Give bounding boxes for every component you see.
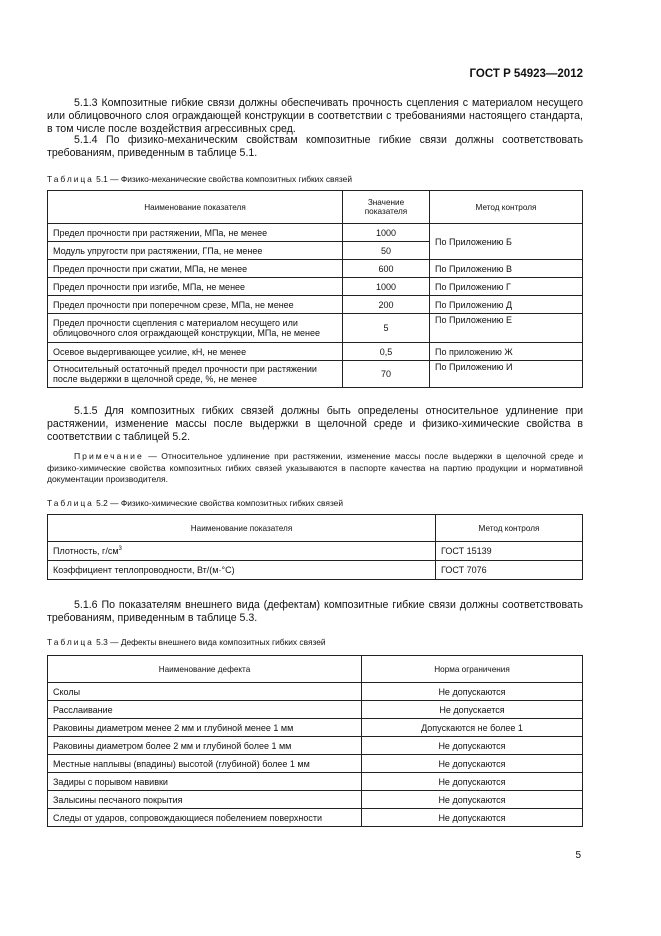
table-cell: 1000 <box>343 278 430 296</box>
note-text: — Относительное удлинение при растяжении, изменение массы после выдержки в щелочной среде и физико-химические свойства композитных гибких связей указываются в паспорте качества на партию продукции и нормативной документации производителя. <box>47 451 583 484</box>
table-cell: Осевое выдергивающее усилие, кН, не менее <box>48 343 343 361</box>
table-caption-label: Таблица <box>47 174 94 184</box>
table-caption-text: 5.1 — Физико-механические свойства композитных гибких связей <box>93 174 353 184</box>
table-cell: Местные наплывы (впадины) высотой (глубиной) более 1 мм <box>48 755 362 773</box>
table-cell: Предел прочности сцепления с материалом несущего или облицовочного слоя ограждающей конструкции, МПа, не менее <box>48 314 343 343</box>
table-cell: По Приложению В <box>430 260 583 278</box>
table-caption-label: Таблица <box>47 637 94 647</box>
table-row <box>48 542 583 561</box>
table-row <box>48 224 583 242</box>
table-cell: Не допускаются <box>362 791 583 809</box>
table-cell: Расслаивание <box>48 701 362 719</box>
table-caption-text: 5.2 — Физико-химические свойства композитных гибких связей <box>93 498 344 508</box>
table-5-3-caption <box>47 637 326 647</box>
table-cell: Модуль упругости при растяжении, ГПа, не менее <box>48 242 343 260</box>
table-5-1 <box>47 190 583 388</box>
table-cell: Не допускаются <box>362 809 583 827</box>
table-cell: По Приложению Е <box>430 314 583 343</box>
table-row <box>48 683 583 701</box>
table-caption-text: 5.3 — Дефекты внешнего вида композитных гибких связей <box>93 637 326 647</box>
note-label: Примечание <box>74 451 144 461</box>
paragraph-5-1-5-text: 5.1.5 Для композитных гибких связей должны быть определены относительное удлинение при растяжении, изменение массы после выдержки в щелочной среде и физико-химические свойства в соответствии с таблицей 5.2. <box>47 405 583 443</box>
paragraph-5-1-4 <box>47 134 583 160</box>
table-row <box>48 296 583 314</box>
table-header-row <box>48 515 583 542</box>
table-cell: По Приложению Г <box>430 278 583 296</box>
table-cell: 0,5 <box>343 343 430 361</box>
column-header: Наименование показателя <box>48 515 436 542</box>
table-cell: 1000 <box>343 224 430 242</box>
table-cell: Сколы <box>48 683 362 701</box>
table-cell <box>48 542 436 561</box>
table-cell: 50 <box>343 242 430 260</box>
table-row <box>48 561 583 580</box>
table-cell: Относительный остаточный предел прочности при растяжении после выдержки в щелочной среде, %, не менее <box>48 361 343 388</box>
table-cell: Коэффициент теплопроводности, Вт/(м·°С) <box>48 561 436 580</box>
table-row <box>48 361 583 388</box>
table-cell: ГОСТ 15139 <box>436 542 583 561</box>
table-cell: По Приложению И <box>430 361 583 388</box>
table-cell: По Приложению Д <box>430 296 583 314</box>
column-header: Наименование показателя <box>48 191 343 224</box>
table-row <box>48 278 583 296</box>
table-cell: Предел прочности при сжатии, МПа, не менее <box>48 260 343 278</box>
table-cell: Не допускаются <box>362 683 583 701</box>
paragraph-5-1-3 <box>47 97 583 136</box>
paragraph-5-1-6-text: 5.1.6 По показателям внешнего вида (дефектам) композитные гибкие связи должны соответствовать требованиям, приведенным в таблице 5.3. <box>47 599 583 624</box>
table-5-1-caption <box>47 174 352 184</box>
table-cell-text: Плотность, г/см <box>53 546 119 556</box>
table-cell: Предел прочности при растяжении, МПа, не менее <box>48 224 343 242</box>
paragraph-5-1-5 <box>47 405 583 444</box>
table-header-row <box>48 656 583 683</box>
standard-code: ГОСТ Р 54923—2012 <box>469 68 583 80</box>
table-cell: По Приложению Б <box>430 224 583 260</box>
table-cell: Задиры с порывом навивки <box>48 773 362 791</box>
table-cell: Следы от ударов, сопровождающиеся побелением поверхности <box>48 809 362 827</box>
table-cell: 5 <box>343 314 430 343</box>
table-row <box>48 791 583 809</box>
superscript: 3 <box>118 546 122 552</box>
table-cell: Не допускаются <box>362 737 583 755</box>
table-row <box>48 719 583 737</box>
table-row <box>48 260 583 278</box>
table-cell: Не допускаются <box>362 773 583 791</box>
column-header: Значение показателя <box>343 191 430 224</box>
table-5-2 <box>47 514 583 580</box>
table-row <box>48 343 583 361</box>
page-number: 5 <box>575 850 581 861</box>
column-header: Метод контроля <box>430 191 583 224</box>
table-row <box>48 701 583 719</box>
table-row <box>48 314 583 343</box>
table-row <box>48 809 583 827</box>
table-5-2-caption <box>47 498 343 508</box>
table-header-row <box>48 191 583 224</box>
table-cell: Допускаются не более 1 <box>362 719 583 737</box>
table-cell: Не допускаются <box>362 755 583 773</box>
table-5-3 <box>47 655 583 827</box>
table-cell: Предел прочности при изгибе, МПа, не менее <box>48 278 343 296</box>
table-cell: Раковины диаметром более 2 мм и глубиной более 1 мм <box>48 737 362 755</box>
paragraph-5-1-4-text: 5.1.4 По физико-механическим свойствам композитные гибкие связи должны соответствовать требованиям, приведенным в таблице 5.1. <box>47 134 583 159</box>
table-caption-label: Таблица <box>47 498 94 508</box>
table-cell: По приложению Ж <box>430 343 583 361</box>
paragraph-5-1-6 <box>47 599 583 625</box>
table-row <box>48 773 583 791</box>
paragraph-5-1-3-text: 5.1.3 Композитные гибкие связи должны обеспечивать прочность сцепления с материалом несущего или облицовочного слоя ограждающей конструкции в соответствии с требованиями настоящего стандарта, в том числе после воздействия агрессивных сред. <box>47 97 583 135</box>
note <box>47 451 583 486</box>
column-header: Норма ограничения <box>362 656 583 683</box>
table-cell: Залысины песчаного покрытия <box>48 791 362 809</box>
column-header: Метод контроля <box>436 515 583 542</box>
table-cell: 200 <box>343 296 430 314</box>
table-cell: Предел прочности при поперечном срезе, МПа, не менее <box>48 296 343 314</box>
table-cell: ГОСТ 7076 <box>436 561 583 580</box>
column-header: Наименование дефекта <box>48 656 362 683</box>
table-cell: 70 <box>343 361 430 388</box>
table-row <box>48 755 583 773</box>
table-cell: Раковины диаметром менее 2 мм и глубиной менее 1 мм <box>48 719 362 737</box>
table-cell: 600 <box>343 260 430 278</box>
table-row <box>48 737 583 755</box>
table-cell: Не допускается <box>362 701 583 719</box>
